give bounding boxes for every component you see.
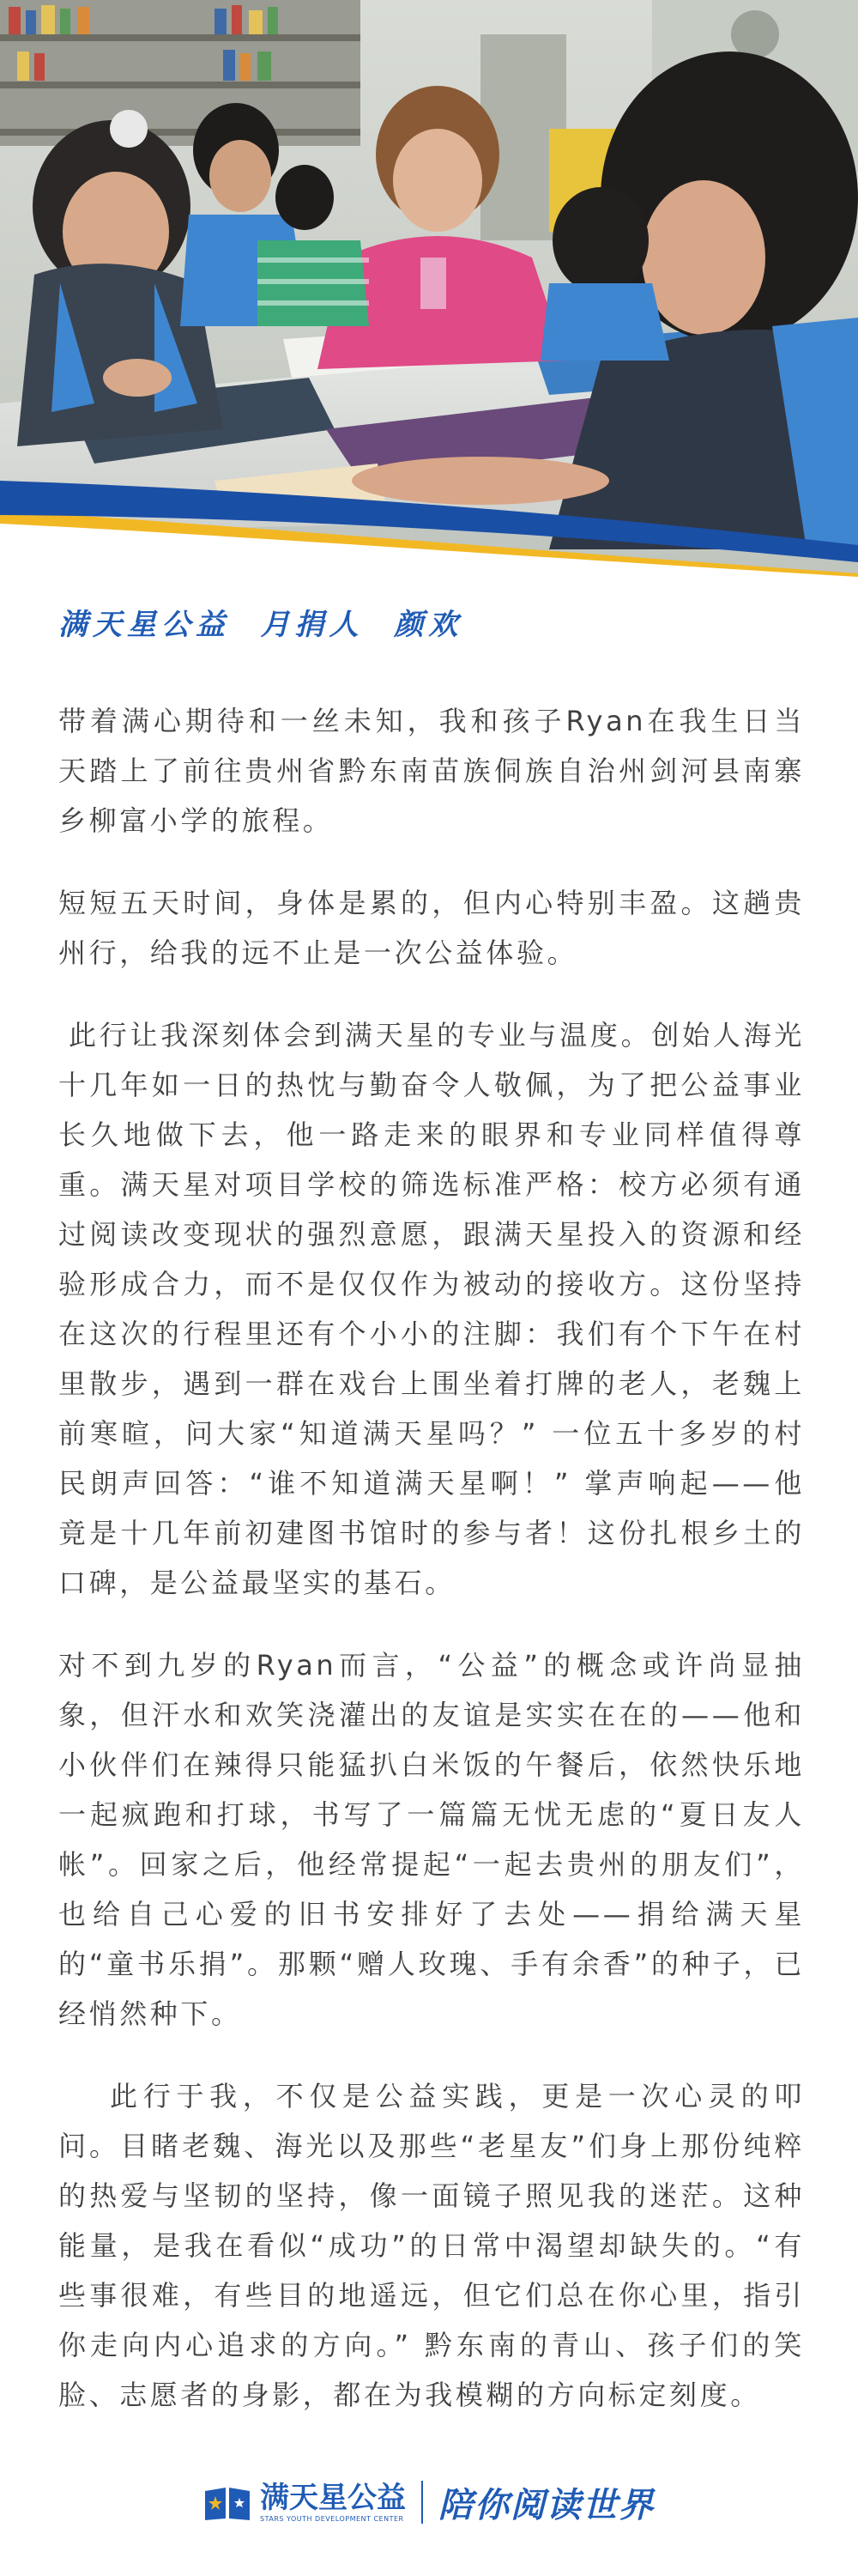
logo-text — [260, 2481, 406, 2524]
logo-english-name: STARS YOUTH DEVELOPMENT CENTER — [260, 2515, 404, 2523]
logo-name: 满天星公益 — [260, 2482, 406, 2514]
paragraph-3: 此行让我深刻体会到满天星的专业与温度。创始人海光十几年如一日的热忱与勤奋令人敬佩，为了把公益事业长久地做下去，他一路走来的眼界和专业同样值得尊重。满天星对项目学校的筛选标准严格：校方必须有通过阅读改变现状的强烈意愿，跟满天星投入的资源和经验形成合力，而不是仅仅作为被动的接收方。这份坚持在这次的行程里还有个小小的注脚：我们有个下午在村里散步，遇到一群在戏台上围坐着打牌的老人，老魏上前寒暄，问大家“知道满天星吗？” 一位五十多岁的村民朗声回答：“谁不知道满天星啊！” 掌声响起——他竟是十几年前初建图书馆时的参与者！这份扎根乡土的口碑，是公益最坚实的基石。 — [58, 1019, 805, 1599]
article-title: 满天星公益 月捐人 颜欢 — [58, 608, 463, 642]
paragraph-1: 带着满心期待和一丝未知，我和孩子Ryan在我生日当天踏上了前往贵州省黔东南苗族侗族自治州剑河县南寨乡柳富小学的旅程。 — [58, 705, 805, 837]
paragraph-4: 对不到九岁的Ryan而言，“公益”的概念或许尚显抽象，但汗水和欢笑浇灌出的友谊是实实在在的——他和小伙伴们在辣得只能猛扒白米饭的午餐后，依然快乐地一起疯跑和打球，书写了一篇篇无忧无虑的“夏日友人帐”。回家之后，他经常提起“一起去贵州的朋友们”，也给自己心爱的旧书安排好了去处——捐给满天星的“童书乐捐”。那颗“赠人玫瑰、手有余香”的种子，已经悄然种下。 — [58, 1649, 805, 2030]
paragraph-5: 此行于我，不仅是公益实践，更是一次心灵的叩问。目睹老魏、海光以及那些“老星友”们身上那份纯粹的热爱与坚韧的坚持，像一面镜子照见我的迷茫。这种能量，是我在看似“成功”的日常中渴望却缺失的。“有些事很难，有些目的地遥远，但它们总在你心里，指引你走向内心追求的方向。” 黔东南的青山、孩子们的笑脸、志愿者的身影，都在为我模糊的方向标定刻度。 — [58, 2080, 805, 2411]
slogan: 陪你阅读世界 — [438, 2484, 655, 2525]
article — [58, 601, 805, 2452]
paragraph-2: 短短五天时间，身体是累的，但内心特别丰盈。这趟贵州行，给我的远不止是一次公益体验。 — [58, 887, 805, 969]
book-star-logo-icon — [203, 2482, 251, 2522]
hero-photo — [0, 0, 858, 592]
footer-branding — [0, 2468, 858, 2537]
footer-divider — [421, 2481, 423, 2524]
classroom-reading-photo — [0, 0, 858, 592]
